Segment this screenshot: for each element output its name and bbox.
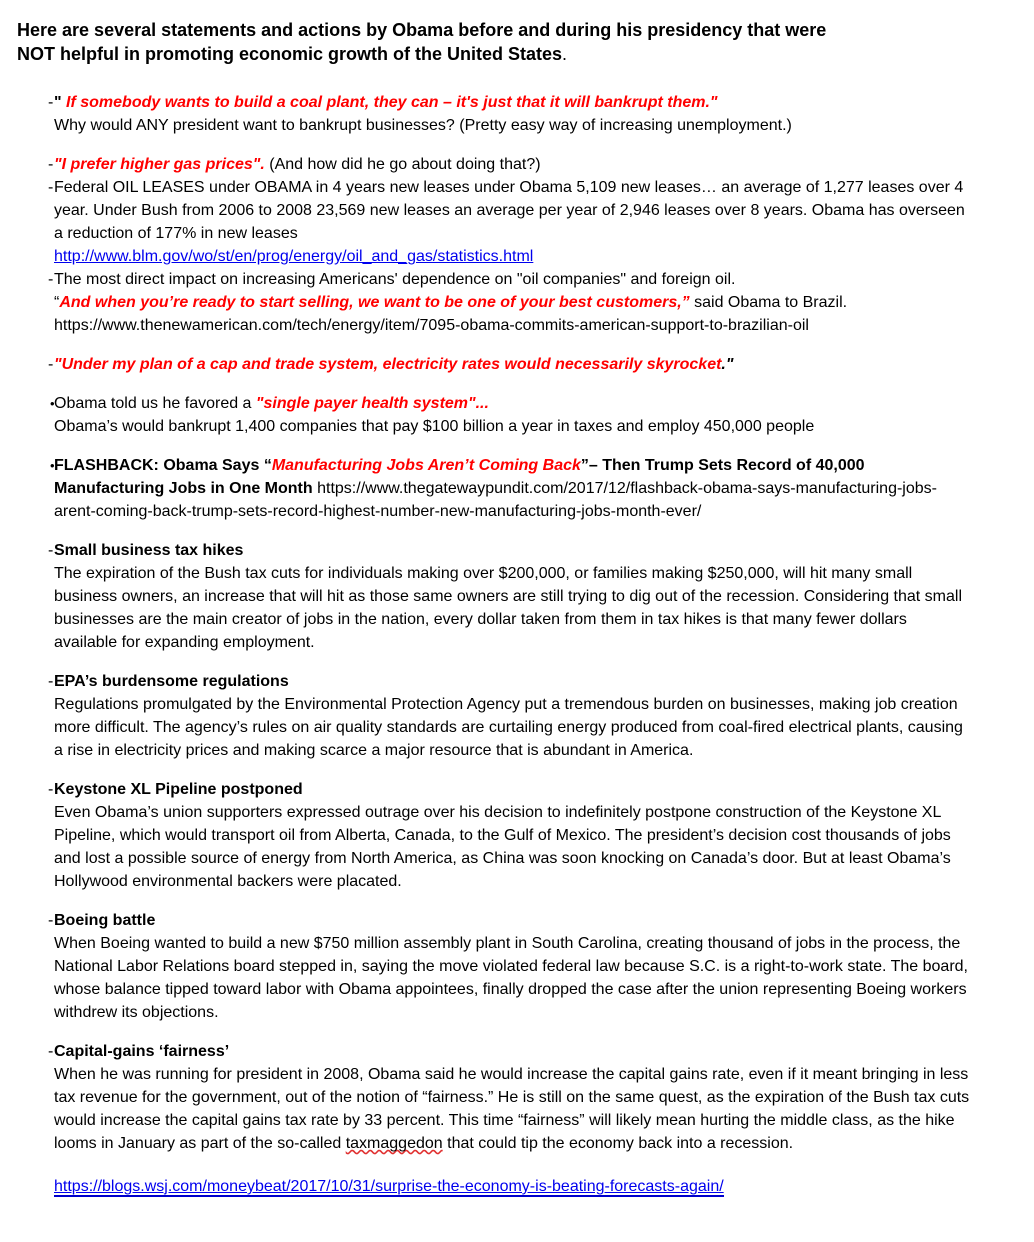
text-segment: Even Obama’s union supporters expressed outrage over his decision to indefinitely postpone construction of the Keystone XL Pipeline, which would transport oil from Alberta, Canada, to the Gulf of Mexico. The president’s decision cost thousands of jobs and lost a possible source of energy from North America, as China was soon knocking on Canada’s door. But at least Obama’s Hollywood environmental backers were placated. <box>54 804 951 890</box>
block-content <box>54 1175 973 1198</box>
text-segment: FLASHBACK: Obama Says “ <box>54 457 272 474</box>
text-segment: " <box>54 94 67 111</box>
block-content <box>54 909 973 1024</box>
text-segment: If somebody wants to build a coal plant, they can – it's just that it will bankrupt them." <box>66 94 718 111</box>
paragraph <box>54 91 973 114</box>
paragraph <box>54 353 973 376</box>
bullet-marker: - <box>48 542 54 559</box>
block-content <box>54 1040 973 1155</box>
bullet-capital-gains-fairness <box>17 1040 1004 1155</box>
bullet-keystone-pipeline <box>17 778 1004 893</box>
text-segment: Why would ANY president want to bankrupt businesses? (Pretty easy way of increasing unemployment.) <box>54 117 792 134</box>
paragraph <box>54 1063 973 1155</box>
block-content <box>54 91 973 137</box>
text-segment: (And how did he go about doing that?) <box>264 156 541 173</box>
bullet-cap-and-trade-quote <box>17 353 1004 376</box>
bullet-marker: - <box>48 179 54 196</box>
bullet-marker: - <box>48 673 54 690</box>
text-segment: ." <box>721 356 734 373</box>
paragraph <box>54 539 973 562</box>
document-title <box>17 18 1004 66</box>
paragraph <box>17 42 936 66</box>
document-content <box>17 18 1004 1198</box>
text-segment: that could tip the economy back into a recession. <box>442 1135 794 1152</box>
text-segment: Capital-gains ‘fairness’ <box>54 1043 230 1060</box>
paragraph <box>54 1175 973 1198</box>
text-segment: Boeing battle <box>54 912 156 929</box>
text-segment: https://www.thegatewaypundit.com/2017/12/flashback-obama-says-manufacturing-jobs-arent-coming-back-trump-sets-record-highest-number-new-manufacturing-jobs-month-ever/ <box>54 480 937 520</box>
text-segment: When he was running for president in 2008, Obama said he would increase the capital gains rate, even if it meant bringing in less tax revenue for the government, out of the notion of “fairness.” He is still on the same quest, as the expiration of the Bush tax cuts would increase the capital gains tax rate by 33 percent. This time “fairness” will likely mean hurting the middle class, as the hike looms in January as part of the so-called <box>54 1066 970 1152</box>
block-content <box>54 353 973 376</box>
text-segment: "single payer health system"... <box>255 395 489 412</box>
text-segment: EPA’s burdensome regulations <box>54 673 289 690</box>
block-content <box>54 670 973 762</box>
text-segment: "I prefer higher gas prices". <box>54 156 265 173</box>
block-content <box>54 153 973 176</box>
paragraph <box>54 562 973 654</box>
bullet-coal-plant-quote <box>17 91 1004 137</box>
block-content <box>54 392 973 438</box>
bullet-marker: - <box>48 94 54 111</box>
paragraph <box>54 801 973 893</box>
text-segment: The expiration of the Bush tax cuts for individuals making over $200,000, or families making $250,000, will hit many small business owners, an increase that will hit as those same owners are still trying to dig out of the recession. Considering that small businesses are the main creator of jobs in the nation, every dollar taken from them in tax hikes is that many fewer dollars available for expanding employment. <box>54 565 962 651</box>
bullet-marker: - <box>48 356 54 373</box>
text-segment: The most direct impact on increasing Americans' dependence on "oil companies" and foreign oil. <box>54 271 736 288</box>
text-segment: Keystone XL Pipeline postponed <box>54 781 303 798</box>
text-segment: “ <box>54 294 60 311</box>
paragraph <box>54 670 973 693</box>
paragraph <box>54 392 973 415</box>
bullet-marker: - <box>48 912 54 929</box>
bullet-marker: - <box>48 1043 54 1060</box>
paragraph <box>54 153 973 176</box>
block-content <box>17 18 936 66</box>
bullet-marker: • <box>50 396 55 411</box>
paragraph <box>17 18 936 42</box>
block-content <box>54 778 973 893</box>
bullet-marker: - <box>48 781 54 798</box>
paragraph <box>54 291 973 314</box>
text-segment: Obama told us he favored a <box>54 395 256 412</box>
text-segment: https://www.thenewamerican.com/tech/energy/item/7095-obama-commits-american-support-to-brazilian-oil <box>54 317 809 334</box>
paragraph <box>54 245 973 268</box>
bullet-boeing-battle <box>17 909 1004 1024</box>
paragraph <box>54 1040 973 1063</box>
bullet-marker: - <box>48 156 54 173</box>
bullet-oil-leases <box>17 176 1004 268</box>
paragraph <box>54 932 973 1024</box>
bullet-oil-dependence <box>17 268 1004 337</box>
footer-wsj-link <box>17 1175 1004 1198</box>
paragraph <box>54 114 973 137</box>
paragraph <box>54 909 973 932</box>
hyperlink[interactable]: https://blogs.wsj.com/moneybeat/2017/10/31/surprise-the-economy-is-beating-forecasts-again/ <box>54 1178 724 1195</box>
text-segment: . <box>562 44 568 64</box>
text-segment: "Under my plan of a cap and trade system, electricity rates would necessarily skyrocket <box>54 356 722 373</box>
text-segment: Federal OIL LEASES under OBAMA in 4 years new leases under Obama 5,109 new leases… an average of 1,277 leases over 4 year. Under Bush from 2006 to 2008 23,569 new leases an average per year of 2,946 leases over 8 years. Obama has overseen a reduction of 177% in new leases <box>54 179 965 242</box>
paragraph <box>54 176 973 245</box>
text-segment: NOT helpful in promoting economic growth of the United States <box>17 44 562 64</box>
paragraph <box>54 778 973 801</box>
paragraph <box>54 454 973 523</box>
text-segment: ”– Then Trump Sets Record of 40,000 Manufacturing Jobs in One Month <box>54 457 865 497</box>
paragraph <box>54 693 973 762</box>
block-content <box>54 539 973 654</box>
text-segment: Regulations promulgated by the Environmental Protection Agency put a tremendous burden on businesses, making job creation more difficult. The agency’s rules on air quality standards are curtailing energy produced from coal-fired electrical plants, causing a rise in electricity prices and making scarce a major resource that is abundant in America. <box>54 696 963 759</box>
bullet-marker: - <box>48 271 54 288</box>
bullet-small-business-tax-hikes <box>17 539 1004 654</box>
block-content <box>54 176 973 268</box>
text-segment: Small business tax hikes <box>54 542 244 559</box>
text-segment: said Obama to Brazil. <box>689 294 848 311</box>
bullet-flashback-manufacturing <box>17 454 1004 523</box>
text-segment: When Boeing wanted to build a new $750 million assembly plant in South Carolina, creating thousand of jobs in the process, the National Labor Relations board stepped in, saying the move violated federal law because S.C. is a right-to-work state. The board, whose balance tipped toward labor with Obama appointees, finally dropped the case after the union representing Boeing workers withdrew its objections. <box>54 935 968 1021</box>
bullet-single-payer <box>17 392 1004 438</box>
text-segment: Here are several statements and actions by Obama before and during his presidency that were <box>17 20 827 40</box>
paragraph <box>54 314 973 337</box>
block-content <box>54 454 973 523</box>
paragraph <box>54 415 973 438</box>
bullet-marker: • <box>50 458 55 473</box>
paragraph <box>54 268 973 291</box>
text-segment: taxmaggedon <box>345 1135 443 1152</box>
text-segment: Obama’s would bankrupt 1,400 companies that pay $100 billion a year in taxes and employ 450,000 people <box>54 418 815 435</box>
bullet-epa-regulations <box>17 670 1004 762</box>
text-segment: Manufacturing Jobs Aren’t Coming Back <box>271 457 581 474</box>
text-segment: And when you’re ready to start selling, we want to be one of your best customers,” <box>59 294 690 311</box>
hyperlink[interactable]: http://www.blm.gov/wo/st/en/prog/energy/oil_and_gas/statistics.html <box>54 248 534 265</box>
block-content <box>54 268 973 337</box>
bullet-gas-prices-quote <box>17 153 1004 176</box>
